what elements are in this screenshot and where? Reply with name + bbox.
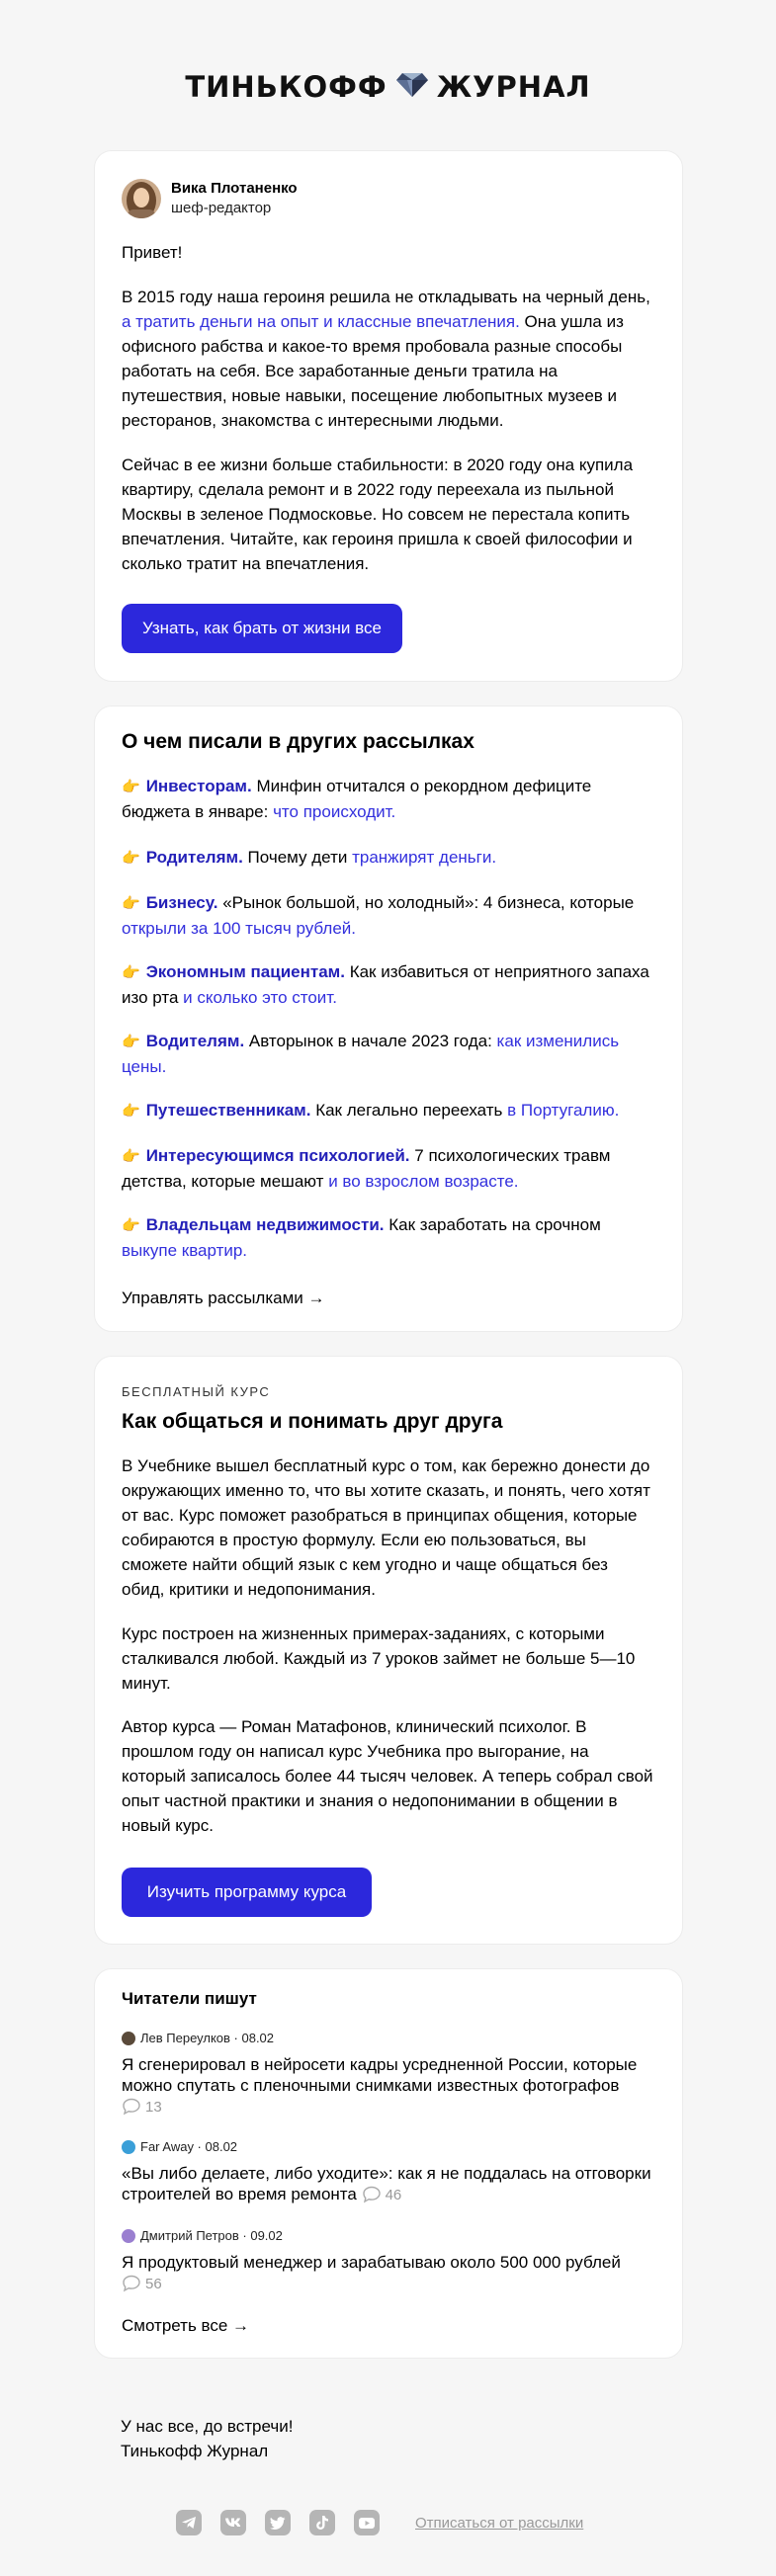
newsletter-item [122, 1098, 660, 1123]
logo-word-left: ТИНЬКОФФ [185, 70, 388, 104]
newsletter-item-link[interactable]: в Португалию. [507, 1101, 620, 1120]
newsletter-item-text: Почему дети [247, 848, 348, 867]
comment-icon [122, 2275, 141, 2298]
pointing-hand-icon: 👉 [122, 1103, 140, 1120]
footer-goodbye: У нас все, до встречи! [121, 2417, 294, 2436]
comment-count: 56 [122, 2276, 162, 2292]
newsletter-item-title[interactable]: Родителям. [145, 848, 243, 867]
newsletter-item-link[interactable]: и сколько это стоит. [183, 988, 337, 1007]
newsletter-item-text: «Рынок большой, но холодный»: 4 бизнеса, которые [222, 893, 635, 912]
review-item[interactable] [122, 2252, 660, 2298]
review-author: Far Away · 08.02 [122, 2139, 237, 2154]
newsletter-item-title[interactable]: Интересующимся психологией. [145, 1146, 410, 1165]
review-item[interactable] [122, 2054, 660, 2121]
manage-newsletters-link[interactable]: Управлять рассылками → [122, 1288, 325, 1307]
intro-text-1a: В 2015 году наша героиня решила не откладывать на черный день, [122, 288, 650, 306]
newsletters-title: О чем писали в других рассылках [122, 730, 474, 753]
greeting: Привет! [122, 243, 183, 262]
telegram-icon[interactable] [176, 2510, 202, 2535]
newsletter-item [122, 845, 660, 871]
intro-link[interactable]: а тратить деньги на опыт и классные впечатления. [122, 312, 520, 331]
comment-icon [122, 2098, 141, 2121]
avatar [122, 2032, 135, 2045]
unsubscribe-link[interactable]: Отписаться от рассылки [415, 2515, 584, 2532]
newsletter-item-text: Авторынок в начале 2023 года: [248, 1032, 492, 1050]
newsletter-item-text: 7 психологических травм детства, которые мешают [122, 1146, 611, 1191]
review-author: Лев Переулков · 08.02 [122, 2031, 274, 2045]
newsletter-item-link[interactable]: и во взрослом возрасте. [328, 1172, 519, 1191]
course-card [94, 1356, 683, 1945]
newsletter-item-link[interactable]: как изменились цены. [122, 1032, 620, 1076]
newsletter-item-title[interactable]: Бизнесу. [145, 893, 218, 912]
newsletter-item [122, 959, 660, 1010]
newsletter-item-link[interactable]: транжирят деньги. [352, 848, 497, 867]
tiktok-icon[interactable] [309, 2510, 335, 2535]
newsletter-item-title[interactable]: Путешественникам. [145, 1101, 311, 1120]
see-all-link[interactable]: Смотреть все → [122, 2316, 250, 2335]
pointing-hand-icon: 👉 [122, 1217, 140, 1234]
course-label: БЕСПЛАТНЫЙ КУРС [122, 1384, 271, 1399]
newsletter-item-title[interactable]: Владельцам недвижимости. [145, 1215, 385, 1234]
pointing-hand-icon: 👉 [122, 779, 140, 795]
newsletters-card [94, 706, 683, 1332]
author-role: шеф-редактор [171, 200, 272, 216]
avatar [122, 2229, 135, 2243]
review-item[interactable] [122, 2163, 660, 2209]
newsletter-item [122, 1029, 660, 1079]
review-author: Дмитрий Петров · 09.02 [122, 2228, 283, 2243]
comment-count: 13 [122, 2099, 162, 2116]
logo-word-right: ЖУРНАЛ [436, 70, 591, 104]
course-title: Как общаться и понимать друг друга [122, 1410, 503, 1433]
newsletter-item-title[interactable]: Инвесторам. [145, 777, 252, 795]
youtube-icon[interactable] [354, 2510, 380, 2535]
newsletter-item-link[interactable]: выкупе квартир. [122, 1241, 248, 1260]
readers-card [94, 1968, 683, 2359]
twitter-icon[interactable] [265, 2510, 291, 2535]
newsletter-item-title[interactable]: Водителям. [145, 1032, 245, 1050]
intro-card [94, 150, 683, 682]
course-paragraph-1: В Учебнике вышел бесплатный курс о том, как бережно донести до окружающих именно то, что вы хотите сказать, и понять, чего хотят от вас. Курс поможет разобраться в принципах общения, которые собираются в простую формулу. Если ею пользоваться, вы сможете найти общий язык с кем угодно и чаще общаться без обид, критики и недопонимания. [122, 1456, 650, 1599]
newsletter-item-text: Минфин отчитался о рекордном дефиците бюджета в январе: [122, 777, 592, 821]
intro-paragraph-1 [122, 285, 663, 433]
newsletter-item [122, 890, 660, 941]
newsletter-item [122, 774, 660, 824]
intro-paragraph-2: Сейчас в ее жизни больше стабильности: в 2020 году она купила квартиру, сделала ремонт и в 2022 году переехала из пыльной Москвы в зеленое Подмосковье. Но совсем не перестала копить впечатления. Читайте, как героиня пришла к своей философии и сколько тратит на впечатления. [122, 456, 634, 573]
avatar [122, 2140, 135, 2154]
newsletter-item-link[interactable]: что происходит. [273, 802, 396, 821]
intro-cta-button[interactable]: Узнать, как брать от жизни все [122, 604, 402, 653]
author-name: Вика Плотаненко [171, 180, 298, 197]
newsletter-item-text: Как легально переехать [315, 1101, 503, 1120]
comment-count: 46 [362, 2187, 402, 2203]
avatar [122, 179, 161, 218]
newsletter-item [122, 1143, 660, 1194]
comment-icon [362, 2186, 382, 2209]
logo[interactable] [0, 57, 776, 117]
course-paragraph-3: Автор курса — Роман Матафонов, клинический психолог. В прошлом году он написал курс Учебника про выгорание, на который записалось более 44 тысяч человек. А теперь собрал свой опыт частной практики и знания о недопонимании в общении в новый курс. [122, 1717, 653, 1835]
review-text: Я сгенерировал в нейросети кадры усредненной России, которые можно спутать с пленочными снимками известных фотографов [122, 2055, 638, 2095]
newsletter-item-text: Как избавиться от неприятного запаха изо рта [122, 962, 649, 1007]
newsletter-item [122, 1212, 660, 1263]
intro-text-1b: Она ушла из офисного рабства и какое-то время пробовала разные способы работать на себя. Все заработанные деньги тратила на путешествия, новые навыки, посещение любопытных музеев и ресторанов, знакомства с интересными людьми. [122, 312, 624, 430]
review-text: «Вы либо делаете, либо уходите»: как я не поддалась на отговорки строителей во время ремонта [122, 2164, 651, 2203]
author-block [122, 179, 298, 218]
newsletter-item-text: Как заработать на срочном [388, 1215, 601, 1234]
pointing-hand-icon: 👉 [122, 895, 140, 912]
pointing-hand-icon: 👉 [122, 1034, 140, 1050]
review-text: Я продуктовый менеджер и зарабатываю около 500 000 рублей [122, 2253, 621, 2272]
newsletter-item-title[interactable]: Экономным пациентам. [145, 962, 345, 981]
vk-icon[interactable] [220, 2510, 246, 2535]
course-paragraph-2: Курс построен на жизненных примерах-заданиях, с которыми сталкивался любой. Каждый из 7 уроков займет не больше 5—10 минут. [122, 1624, 636, 1693]
pointing-hand-icon: 👉 [122, 964, 140, 981]
footer-signature: Тинькофф Журнал [121, 2442, 269, 2460]
newsletter-item-link[interactable]: открыли за 100 тысяч рублей. [122, 919, 356, 938]
pointing-hand-icon: 👉 [122, 850, 140, 867]
diamond-icon [395, 72, 429, 103]
readers-title: Читатели пишут [122, 1989, 257, 2008]
pointing-hand-icon: 👉 [122, 1148, 140, 1165]
course-cta-button[interactable]: Изучить программу курса [122, 1868, 372, 1917]
